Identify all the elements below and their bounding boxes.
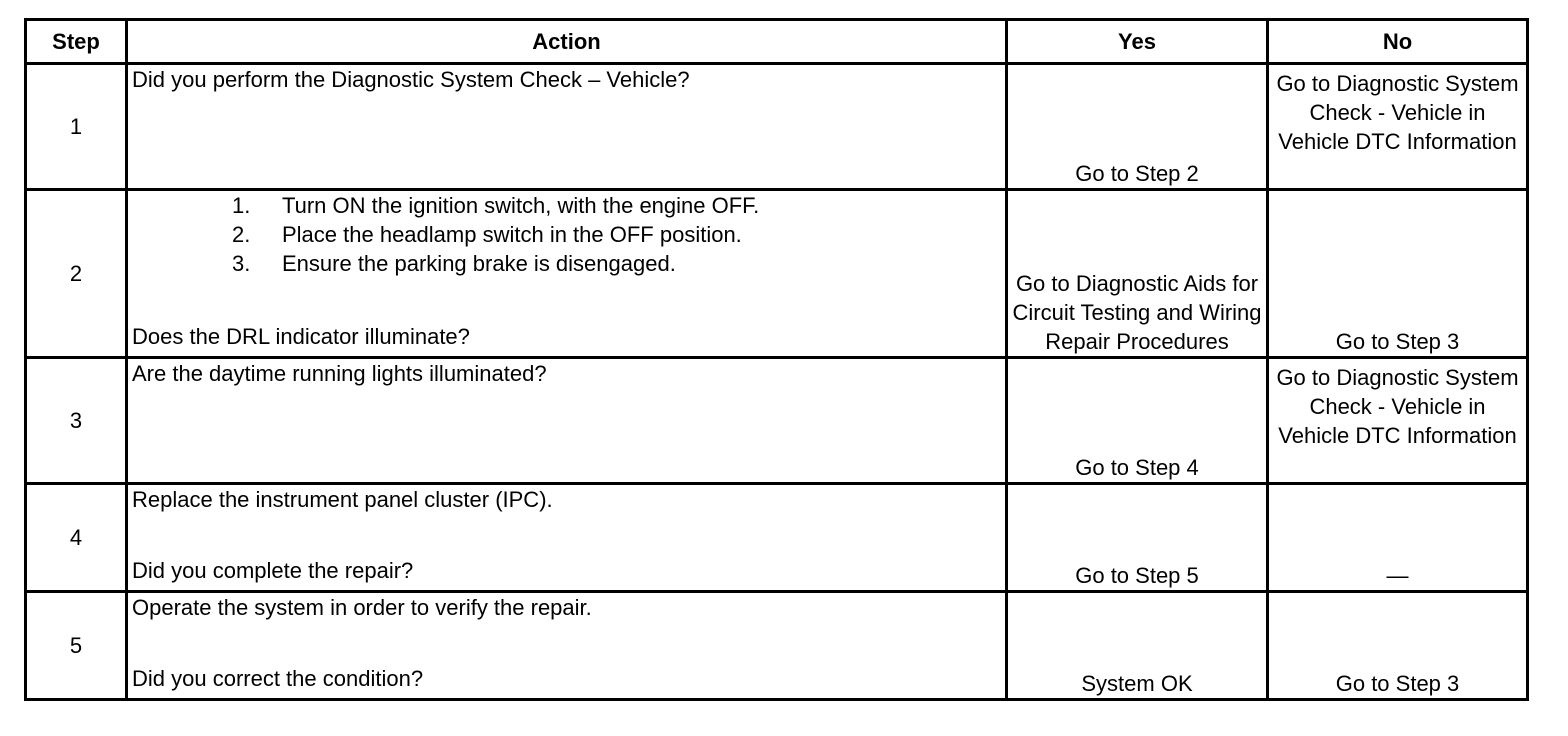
no-cell: Go to Diagnostic System Check - Vehicle in Vehicle DTC Information	[1268, 64, 1528, 190]
header-action: Action	[127, 20, 1007, 64]
yes-cell: Go to Step 2	[1007, 64, 1268, 190]
table-row	[26, 484, 1528, 592]
table-row	[26, 64, 1528, 190]
step-number: 2	[26, 190, 127, 358]
action-cell	[127, 358, 1007, 484]
action-question: Did you complete the repair?	[132, 558, 414, 583]
list-item-number: 2.	[232, 222, 251, 247]
action-instruction: Operate the system in order to verify the repair.	[132, 595, 592, 620]
list-item-number: 3.	[232, 251, 251, 276]
step-number: 5	[26, 592, 127, 700]
step-number: 3	[26, 358, 127, 484]
step-number: 4	[26, 484, 127, 592]
no-cell: —	[1268, 484, 1528, 592]
header-step: Step	[26, 20, 127, 64]
diagnostic-table	[24, 18, 1529, 701]
header-row	[26, 20, 1528, 64]
table-row	[26, 592, 1528, 700]
list-item-number: 1.	[232, 193, 251, 218]
table-row	[26, 190, 1528, 358]
table-row	[26, 358, 1528, 484]
list-item-text: Ensure the parking brake is disengaged.	[282, 251, 676, 276]
action-cell	[127, 64, 1007, 190]
list-item	[232, 220, 1001, 249]
list-item	[232, 191, 1001, 220]
action-cell	[127, 190, 1007, 358]
yes-cell: Go to Step 4	[1007, 358, 1268, 484]
action-cell	[127, 484, 1007, 592]
yes-cell: System OK	[1007, 592, 1268, 700]
step-number: 1	[26, 64, 127, 190]
yes-cell: Go to Step 5	[1007, 484, 1268, 592]
action-question: Does the DRL indicator illuminate?	[132, 324, 470, 349]
header-no: No	[1268, 20, 1528, 64]
no-cell: Go to Step 3	[1268, 190, 1528, 358]
no-cell: Go to Step 3	[1268, 592, 1528, 700]
action-question: Are the daytime running lights illuminated?	[132, 361, 547, 386]
action-question: Did you perform the Diagnostic System Check – Vehicle?	[132, 67, 690, 92]
list-item-text: Turn ON the ignition switch, with the engine OFF.	[282, 193, 760, 218]
list-item-text: Place the headlamp switch in the OFF position.	[282, 222, 742, 247]
instruction-list	[132, 191, 1001, 278]
yes-cell: Go to Diagnostic Aids for Circuit Testing and Wiring Repair Procedures	[1007, 190, 1268, 358]
action-cell	[127, 592, 1007, 700]
header-yes: Yes	[1007, 20, 1268, 64]
no-cell: Go to Diagnostic System Check - Vehicle in Vehicle DTC Information	[1268, 358, 1528, 484]
action-question: Did you correct the condition?	[132, 666, 424, 691]
list-item	[232, 249, 1001, 278]
action-instruction: Replace the instrument panel cluster (IPC).	[132, 487, 553, 512]
